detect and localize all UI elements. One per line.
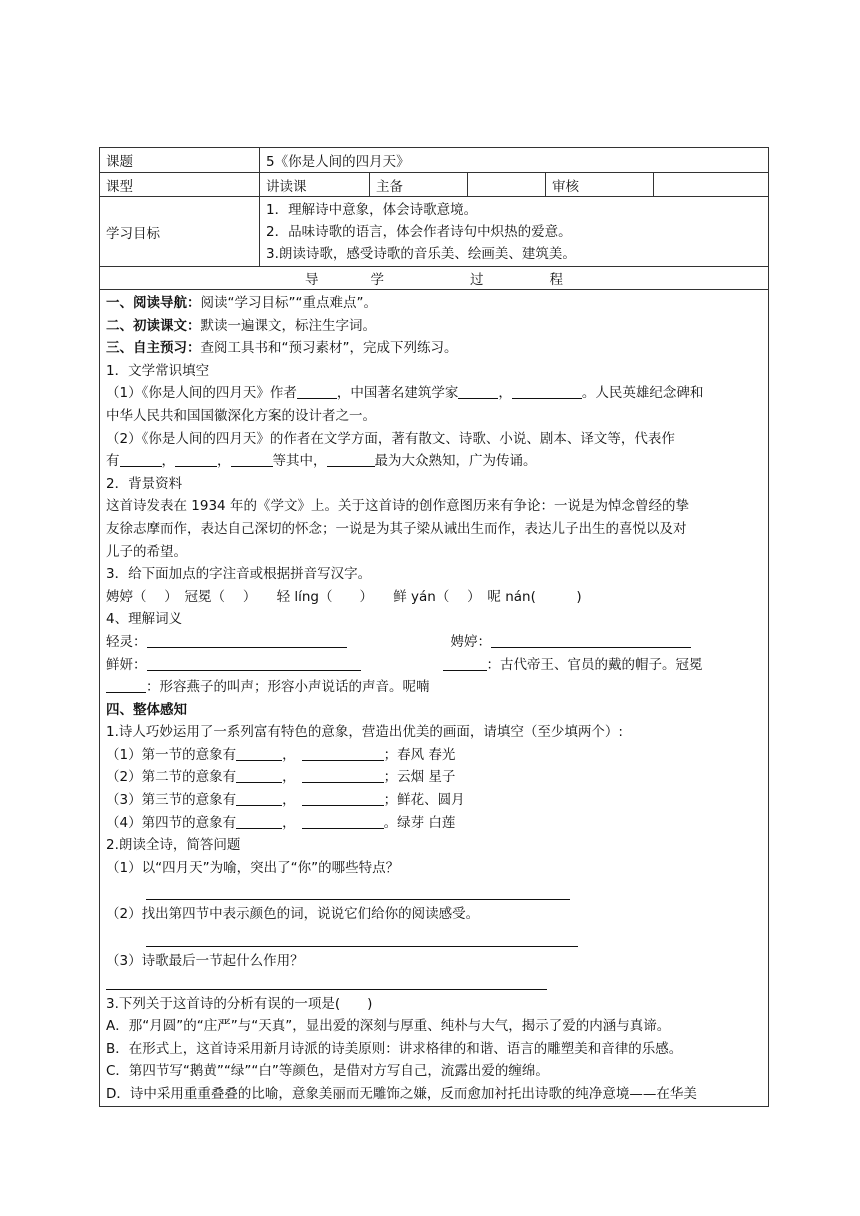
guide-char: 过 — [470, 272, 484, 288]
answer-blank[interactable] — [297, 384, 337, 399]
q3-items: 娉婷（ ） 冠冕（ ） 轻 líng（ ） 鲜 yán（ ） 呢 nán( ) — [106, 588, 582, 605]
term-label: 鲜妍： — [106, 656, 147, 673]
imagery-item — [106, 766, 762, 789]
q1-heading: 1．文学常识填空 — [106, 362, 210, 379]
s4-q3: 3.下列关于这首诗的分析有误的一项是( ) — [106, 995, 373, 1012]
q1a-text: （1）《你是人间的四月天》作者 — [106, 385, 297, 402]
imagery-text: ， — [282, 769, 296, 786]
lesson-plan-table — [99, 147, 769, 1107]
imagery-text: （4）第四节的意象有 — [106, 814, 237, 831]
answer-blank[interactable] — [302, 791, 384, 806]
term-label: 娉婷： — [450, 633, 491, 650]
q4-line1 — [106, 631, 762, 654]
topic-value: 5《你是人间的四月天》 — [266, 154, 410, 170]
answer-blank[interactable] — [302, 768, 384, 783]
imagery-text: （2）第二节的意象有 — [106, 769, 237, 786]
q1a-text: ， — [498, 385, 512, 402]
answer-blank[interactable] — [236, 791, 282, 806]
goals-row — [100, 197, 768, 267]
answer-blank[interactable] — [147, 633, 347, 648]
background-text: 儿子的希望。 — [106, 543, 187, 560]
topic-label: 课题 — [100, 148, 260, 172]
guide-char: 学 — [370, 272, 384, 288]
answer-blank[interactable] — [175, 452, 217, 467]
answer-blank[interactable] — [443, 656, 487, 671]
section-2-text: 默读一遍课文，标注生字词。 — [200, 317, 376, 334]
type-label: 课型 — [100, 173, 260, 196]
answer-blank[interactable] — [327, 452, 375, 467]
imagery-text: ；云烟 星子 — [383, 769, 456, 786]
guide-char: 程 — [549, 272, 563, 288]
answer-line-row — [106, 926, 762, 950]
imagery-text: （3）第三节的意象有 — [106, 792, 237, 809]
section-1-title: 一、阅读导航： — [106, 295, 201, 311]
answer-line-row — [106, 879, 762, 903]
term-label: 轻灵： — [106, 633, 147, 650]
answer-line[interactable] — [146, 885, 570, 900]
answer-blank[interactable] — [147, 656, 361, 671]
goal-item: 3.朗读诗歌，感受诗歌的音乐美、绘画美、建筑美。 — [266, 245, 576, 262]
guide-heading — [100, 267, 768, 289]
imagery-text: ， — [282, 814, 296, 831]
q1a-text: 。人民英雄纪念碑和 — [581, 385, 704, 402]
q1a-cont: 中华人民共和国国徽深化方案的设计者之一。 — [106, 407, 376, 424]
answer-blank[interactable] — [302, 814, 384, 829]
type-value: 讲读课 — [260, 173, 370, 196]
imagery-text: ， — [282, 792, 296, 809]
guide-char: 导 — [305, 272, 319, 288]
goals-list — [260, 197, 768, 266]
imagery-item — [106, 812, 762, 835]
section-1-text: 阅读“学习目标”“重点难点”。 — [200, 295, 377, 311]
q1b-text: 最为大众熟知，广为传诵。 — [374, 453, 537, 470]
topic-row — [100, 148, 768, 173]
answer-line[interactable] — [146, 932, 578, 947]
q1a — [106, 382, 762, 405]
goal-item: 1．理解诗中意象，体会诗歌意境。 — [266, 201, 478, 218]
term-label: ：古代帝王、官员的戴的帽子。冠冕 — [486, 656, 703, 673]
answer-blank[interactable] — [236, 746, 282, 761]
imagery-text: 。绿芽 白莲 — [383, 814, 456, 831]
q1b-cont — [106, 450, 762, 473]
answer-line-row — [106, 973, 762, 993]
q4-line2 — [106, 654, 762, 677]
answer-blank[interactable] — [302, 746, 384, 761]
imagery-text: ；春风 春光 — [383, 746, 456, 763]
imagery-text: ， — [282, 746, 296, 763]
section-3-text: 查阅工具书和“预习素材”，完成下列练习。 — [200, 340, 458, 357]
answer-blank[interactable] — [512, 384, 582, 399]
option-c: C．第四节写“鹅黄”“绿”“白”等颜色，是借对方写自己，流露出爱的缠绵。 — [106, 1063, 549, 1080]
q1b-text: ， — [161, 453, 175, 470]
goal-item: 2．品味诗歌的语言，体会作者诗句中炽热的爱意。 — [266, 223, 572, 240]
section-3-title: 三、自主预习： — [106, 340, 201, 357]
imagery-text: ；鲜花、圆月 — [383, 792, 465, 809]
review-label: 审核 — [546, 173, 654, 196]
section-2-title: 二、初读课文： — [106, 317, 201, 334]
guide-row — [100, 267, 768, 290]
q1b: （2）《你是人间的四月天》的作者在文学方面，著有散文、诗歌、小说、剧本、译文等，代表作 — [106, 430, 675, 447]
main-label: 主备 — [370, 173, 468, 196]
s4-q1: 1.诗人巧妙运用了一系列富有特色的意象，营造出优美的画面，请填空（至少填两个）: — [106, 724, 623, 741]
q1b-text: ， — [217, 453, 231, 470]
background-text: 友徐志摩而作，表达自己深切的怀念；一说是为其子梁从诫出生而作，表达儿子出生的喜悦以及对 — [106, 520, 687, 537]
q1a-text: ，中国著名建筑学家 — [336, 385, 459, 402]
answer-line[interactable] — [106, 975, 547, 990]
review-value — [654, 173, 768, 196]
q3-heading: 3．给下面加点的字注音或根据拼音写汉字。 — [106, 566, 372, 583]
goals-label: 学习目标 — [100, 197, 260, 266]
imagery-item — [106, 789, 762, 812]
answer-blank[interactable] — [236, 768, 282, 783]
answer-blank[interactable] — [236, 814, 282, 829]
imagery-text: （1）第一节的意象有 — [106, 746, 237, 763]
imagery-item — [106, 744, 762, 767]
answer-blank[interactable] — [120, 452, 162, 467]
q4-line3 — [106, 676, 762, 699]
s4-q2: 2.朗读全诗，简答问题 — [106, 837, 241, 854]
q2-heading: 2．背景资料 — [106, 475, 183, 492]
type-row — [100, 173, 768, 197]
option-d: D．诗中采用重重叠叠的比喻，意象美丽而无雕饰之嫌，反而愈加衬托出诗歌的纯净意境——在华美 — [106, 1086, 697, 1102]
option-a: A．那“月圆”的“庄严”与“天真”，显出爱的深刻与厚重、纯朴与大气，揭示了爱的内涵与真谛。 — [106, 1018, 671, 1035]
q1b-text: 有 — [106, 453, 120, 470]
answer-blank[interactable] — [458, 384, 498, 399]
guide-content — [100, 290, 768, 1106]
answer-blank[interactable] — [106, 678, 146, 693]
s4-q2c: （3）诗歌最后一节起什么作用？ — [106, 953, 304, 970]
answer-blank[interactable] — [491, 633, 691, 648]
background-text: 这首诗发表在 1934 年的《学文》上。关于这首诗的创作意图历来有争论：一说是为悼念曾经的挚 — [106, 498, 689, 515]
term-label: ：形容燕子的叫声；形容小声说话的声音。呢喃 — [146, 679, 430, 696]
answer-blank[interactable] — [231, 452, 273, 467]
s4-q2b: （2）找出第四节中表示颜色的词，说说它们给你的阅读感受。 — [106, 906, 480, 923]
s4-q2a: （1）以“四月天”为喻，突出了“你”的哪些特点？ — [106, 859, 400, 876]
main-value — [468, 173, 546, 196]
option-b: B．在形式上，这首诗采用新月诗派的诗美原则：讲求格律的和谐、语言的雕塑美和音律的乐感。 — [106, 1040, 683, 1057]
section-4-title: 四、整体感知 — [106, 701, 187, 718]
q4-heading: 4、理解词义 — [106, 611, 183, 628]
q1b-text: 等其中， — [272, 453, 327, 470]
